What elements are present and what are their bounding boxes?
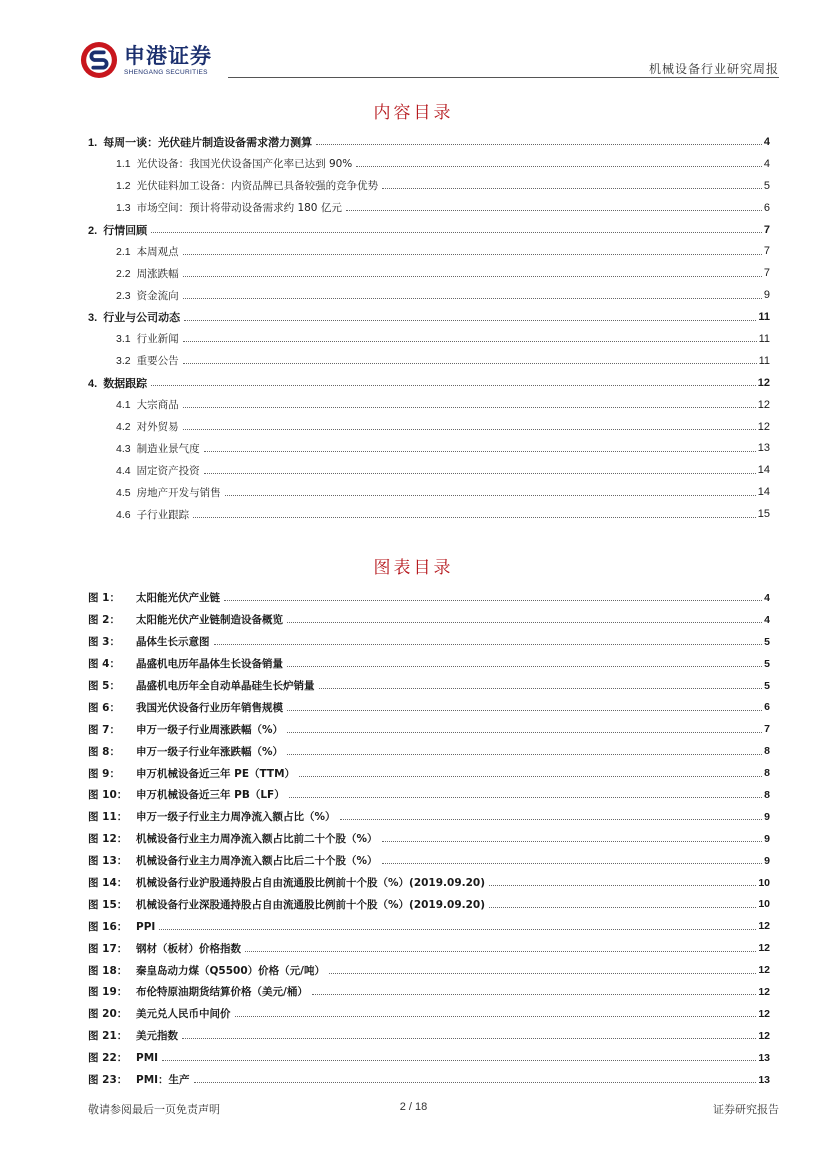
dot-leader	[489, 907, 756, 908]
figure-list-link[interactable]	[88, 784, 770, 806]
figure-entry-number: 图 6：	[88, 701, 120, 714]
toc-subsection-link[interactable]	[88, 175, 770, 197]
figure-entry-text: 申万一级子行业年涨跌幅（%）	[136, 745, 284, 758]
toc-entry-number: 4.4	[116, 464, 131, 477]
toc-entry-number: 4.	[88, 377, 98, 390]
figure-entry-text: 太阳能光伏产业链	[136, 592, 220, 605]
logo-mark-icon	[80, 41, 118, 79]
page-number: 2 / 18	[399, 1101, 428, 1113]
figure-entry-text: 申万一级子行业周涨跌幅（%）	[136, 723, 284, 736]
figure-entry-text: 晶盛机电历年全自动单晶硅生长炉销量	[136, 680, 315, 692]
figure-entry-number: 图 15：	[88, 898, 128, 911]
toc-entry-page: 11	[758, 332, 770, 345]
figure-entry-page: 9	[764, 854, 770, 867]
dot-leader	[287, 732, 762, 733]
figure-entry-page: 13	[758, 1051, 770, 1064]
toc-entry-number: 2.1	[116, 245, 131, 258]
figure-entry-text: PMI：生产	[136, 1074, 190, 1087]
toc-entry-label	[116, 178, 380, 193]
figure-entry-page: 10	[758, 876, 770, 889]
toc-entry-label	[116, 419, 181, 434]
toc-entry-page: 4	[763, 135, 770, 148]
figure-list-link[interactable]	[88, 1025, 770, 1047]
figures-list	[88, 587, 770, 1090]
figure-list-link[interactable]	[88, 959, 770, 981]
figure-entry-label	[88, 897, 487, 912]
figure-entry-label	[88, 875, 487, 890]
figure-entry-label	[88, 612, 285, 627]
figure-list-link[interactable]	[88, 915, 770, 937]
figure-entry-number: 图 17：	[88, 942, 128, 955]
toc-entry-page: 13	[757, 442, 770, 455]
toc-entry-text: 固定资产投资	[136, 464, 200, 477]
figure-entry-page: 9	[764, 810, 770, 823]
toc-subsection-link[interactable]	[88, 437, 770, 459]
dot-leader	[214, 644, 763, 645]
figure-entry-page: 12	[758, 1007, 770, 1020]
toc-entry-number: 1.1	[116, 158, 131, 171]
dot-leader	[312, 994, 756, 995]
toc-entry-text: 制造业景气度	[136, 442, 200, 455]
figure-entry-text: PMI	[136, 1052, 159, 1065]
figure-list-link[interactable]	[88, 1003, 770, 1025]
figure-list-link[interactable]	[88, 609, 770, 631]
toc-entry-label	[116, 441, 202, 456]
figure-entry-text: 晶盛机电历年晶体生长设备销量	[136, 658, 283, 671]
figure-list-link[interactable]	[88, 740, 770, 762]
toc-entry-page: 12	[757, 420, 770, 433]
dot-leader	[224, 600, 762, 601]
toc-subsection-link[interactable]	[88, 197, 770, 219]
toc-entry-page: 14	[757, 464, 770, 477]
toc-subsection-link[interactable]	[88, 153, 770, 175]
toc-entry-number: 2.2	[116, 267, 131, 280]
figure-entry-label	[88, 1006, 233, 1021]
figure-entry-page: 5	[764, 679, 770, 692]
dot-leader	[287, 710, 762, 711]
toc-entry-number: 3.	[88, 312, 98, 325]
toc-section-link[interactable]	[88, 219, 770, 241]
toc-entry-label	[116, 331, 181, 346]
toc-subsection-link[interactable]	[88, 503, 770, 525]
disclaimer-note: 敬请参阅最后一页免责声明	[88, 1103, 220, 1116]
dot-leader	[287, 666, 762, 667]
figure-entry-label	[88, 590, 222, 605]
toc-entry-page: 9	[763, 289, 770, 302]
figure-entry-page: 4	[764, 591, 770, 604]
figure-entry-label	[88, 963, 327, 978]
toc-entry-text: 数据跟踪	[103, 376, 148, 390]
figure-list-link[interactable]	[88, 806, 770, 828]
figure-entry-text: 机械设备行业主力周净流入额占比后二十个股（%）	[136, 855, 378, 868]
dot-leader	[319, 688, 763, 689]
dot-leader	[382, 841, 763, 842]
figure-entry-page: 12	[758, 1029, 770, 1042]
figure-entry-number: 图 11：	[88, 811, 128, 824]
toc-entry-text: 光伏硅料加工设备：内资品牌已具备较强的竞争优势	[136, 180, 379, 193]
figure-entry-number: 图 5：	[88, 680, 120, 692]
dot-leader	[299, 776, 762, 777]
figure-entry-label	[88, 634, 212, 649]
figure-entry-text: 钢材（板材）价格指数	[136, 942, 241, 955]
toc-entry-text: 资金流向	[136, 289, 179, 302]
figure-entry-label	[88, 744, 285, 759]
toc-entry-text: 大宗商品	[136, 399, 179, 412]
toc-entry-label	[88, 375, 149, 391]
figure-list-link[interactable]	[88, 872, 770, 894]
figure-entry-text: 美元指数	[136, 1030, 178, 1043]
toc-entry-label	[116, 200, 344, 215]
figure-entry-page: 12	[758, 985, 770, 998]
toc-entry-page: 4	[763, 157, 770, 170]
logo-english-name: SHENGANG SECURITIES	[124, 68, 208, 76]
dot-leader	[245, 951, 756, 952]
toc-entry-number: 4.3	[116, 442, 131, 455]
dot-leader	[183, 254, 762, 255]
figure-entry-label	[88, 919, 157, 934]
figure-entry-text: 太阳能光伏产业链制造设备概览	[136, 614, 283, 627]
toc-entry-page: 7	[763, 223, 770, 236]
dot-leader	[183, 276, 762, 277]
figure-list-link[interactable]	[88, 762, 770, 784]
figure-entry-label	[88, 656, 285, 671]
toc-entry-number: 4.2	[116, 421, 131, 434]
figure-entry-text: 申万机械设备近三年 PB（LF）	[136, 789, 285, 802]
figure-entry-number: 图 20：	[88, 1008, 128, 1021]
dot-leader	[193, 517, 756, 518]
dot-leader	[183, 298, 762, 299]
toc-entry-label	[88, 309, 182, 325]
figure-list-link[interactable]	[88, 828, 770, 850]
figure-entry-page: 6	[764, 701, 770, 714]
toc-entry-number: 4.1	[116, 399, 131, 412]
figure-entry-number: 图 7：	[88, 723, 120, 736]
contents-list	[88, 131, 770, 525]
figure-list-link[interactable]	[88, 718, 770, 740]
dot-leader	[329, 973, 756, 974]
figure-list-link[interactable]	[88, 631, 770, 653]
figure-entry-page: 8	[764, 788, 770, 801]
figure-entry-page: 10	[758, 898, 770, 911]
figure-entry-page: 7	[764, 723, 770, 736]
figure-entry-label	[88, 941, 243, 956]
toc-entry-text: 对外贸易	[136, 421, 179, 434]
toc-section-link[interactable]	[88, 372, 770, 394]
figure-list-link[interactable]	[88, 696, 770, 718]
toc-entry-page: 12	[757, 398, 770, 411]
figure-entry-number: 图 1：	[88, 592, 120, 605]
toc-entry-number: 1.2	[116, 180, 131, 193]
figure-entry-text: 机械设备行业深股通持股占自由流通股比例前十个股（%）(2019.09.20)	[136, 898, 486, 911]
dot-leader	[316, 144, 762, 145]
figure-entry-number: 图 14：	[88, 877, 128, 890]
figure-entry-page: 4	[764, 613, 770, 626]
toc-title: 内容目录	[373, 103, 454, 123]
toc-subsection-link[interactable]	[88, 459, 770, 481]
figure-entry-label	[88, 831, 380, 846]
figure-entry-number: 图 9：	[88, 767, 120, 780]
figure-entry-text: 我国光伏设备行业历年销售规模	[136, 701, 283, 714]
dot-leader	[194, 1082, 757, 1083]
toc-entry-text: 房地产开发与销售	[136, 486, 221, 499]
figure-entry-label	[88, 809, 338, 824]
figure-entry-text: 美元兑人民币中间价	[136, 1008, 231, 1021]
figure-entry-label	[88, 1072, 192, 1087]
figure-entry-page: 5	[764, 657, 770, 670]
figure-list-link[interactable]	[88, 675, 770, 697]
toc-section-link[interactable]	[88, 131, 770, 153]
toc-entry-label	[88, 222, 149, 238]
figure-entry-text: 机械设备行业沪股通持股占自由流通股比例前十个股（%）(2019.09.20)	[136, 877, 486, 890]
toc-entry-label	[116, 353, 181, 368]
toc-entry-number: 2.3	[116, 289, 131, 302]
figure-list-link[interactable]	[88, 1047, 770, 1069]
toc-entry-page: 7	[763, 267, 770, 280]
toc-entry-page: 11	[758, 354, 770, 367]
toc-entry-page: 15	[757, 508, 770, 521]
figure-list-link[interactable]	[88, 850, 770, 872]
figure-entry-text: 秦皇岛动力煤（Q5500）价格（元/吨）	[136, 964, 325, 977]
toc-subsection-link[interactable]	[88, 240, 770, 262]
toc-section-link[interactable]	[88, 306, 770, 328]
dot-leader	[340, 819, 763, 820]
toc-entry-label	[88, 134, 314, 150]
figure-entry-page: 5	[764, 635, 770, 648]
toc-entry-number: 4.5	[116, 486, 131, 499]
toc-subsection-link[interactable]	[88, 481, 770, 503]
figure-list-link[interactable]	[88, 587, 770, 609]
figure-list-link[interactable]	[88, 981, 770, 1003]
figure-entry-label	[88, 1050, 160, 1065]
dot-leader	[159, 929, 756, 930]
toc-entry-text: 周涨跌幅	[136, 267, 179, 280]
toc-subsection-link[interactable]	[88, 328, 770, 350]
dot-leader	[287, 622, 762, 623]
dot-leader	[184, 320, 756, 321]
figure-entry-number: 图 21：	[88, 1030, 128, 1043]
dot-leader	[346, 210, 762, 211]
figure-entry-number: 图 18：	[88, 964, 128, 977]
report-type: 证券研究报告	[713, 1103, 779, 1116]
toc-subsection-link[interactable]	[88, 284, 770, 306]
dot-leader	[382, 863, 763, 864]
dot-leader	[382, 188, 762, 189]
figure-entry-number: 图 22：	[88, 1052, 128, 1065]
figure-entry-number: 图 4：	[88, 658, 120, 671]
toc-entry-label	[116, 288, 181, 303]
toc-entry-label	[116, 244, 181, 259]
figure-entry-label	[88, 1028, 180, 1043]
figure-entry-text: 布伦特原油期货结算价格（美元/桶）	[136, 986, 308, 999]
toc-entry-text: 市场空间：预计将带动设备需求约 180 亿元	[136, 202, 342, 215]
figure-entry-label	[88, 700, 285, 715]
figure-entry-number: 图 19：	[88, 986, 128, 999]
dot-leader	[151, 232, 762, 233]
toc-entry-text: 本周观点	[136, 245, 179, 258]
dot-leader	[183, 363, 757, 364]
figure-entry-text: 申万一级子行业主力周净流入额占比（%）	[136, 811, 336, 824]
figure-entry-number: 图 13：	[88, 855, 128, 868]
toc-entry-page: 5	[763, 179, 770, 192]
figure-entry-text: PPI	[136, 920, 156, 933]
figure-entry-page: 8	[764, 745, 770, 758]
toc-entry-text: 行业新闻	[136, 333, 179, 346]
dot-leader	[204, 451, 756, 452]
toc-subsection-link[interactable]	[88, 262, 770, 284]
toc-entry-label	[116, 156, 354, 171]
toc-entry-text: 行业与公司动态	[103, 311, 181, 325]
figure-entry-label	[88, 984, 310, 999]
figure-entry-number: 图 10：	[88, 789, 128, 802]
toc-entry-page: 7	[763, 245, 770, 258]
header-divider	[228, 77, 779, 78]
toc-entry-label	[116, 397, 181, 412]
figure-entry-page: 9	[764, 832, 770, 845]
figure-entry-page: 12	[758, 942, 770, 955]
figure-list-link[interactable]	[88, 893, 770, 915]
toc-entry-text: 子行业跟踪	[136, 508, 190, 521]
toc-entry-number: 3.2	[116, 355, 131, 368]
toc-entry-label	[116, 485, 223, 500]
toc-entry-page: 11	[758, 311, 770, 324]
figure-list-link[interactable]	[88, 937, 770, 959]
dot-leader	[151, 385, 756, 386]
toc-subsection-link[interactable]	[88, 350, 770, 372]
figure-entry-page: 8	[764, 767, 770, 780]
toc-entry-page: 6	[763, 201, 770, 214]
dot-leader	[183, 407, 756, 408]
figure-entry-text: 申万机械设备近三年 PE（TTM）	[136, 767, 296, 780]
logo-chinese-name: 申港证券	[124, 43, 212, 68]
figure-entry-page: 13	[758, 1073, 770, 1086]
toc-entry-number: 4.6	[116, 508, 131, 521]
figure-entry-number: 图 8：	[88, 745, 120, 758]
figure-entry-page: 12	[758, 964, 770, 977]
dot-leader	[183, 429, 756, 430]
toc-entry-text: 每周一谈：光伏硅片制造设备需求潜力测算	[103, 135, 313, 149]
company-logo	[80, 40, 212, 80]
toc-entry-text: 行情回顾	[103, 223, 148, 237]
figure-entry-number: 图 12：	[88, 833, 128, 846]
toc-entry-text: 光伏设备：我国光伏设备国产化率已达到 90%	[136, 158, 353, 171]
toc-entry-number: 1.	[88, 136, 98, 149]
toc-entry-number: 3.1	[116, 333, 131, 346]
figure-entry-label	[88, 787, 287, 802]
figure-entry-text: 晶体生长示意图	[136, 636, 210, 649]
report-title: 机械设备行业研究周报	[648, 62, 779, 76]
figure-list-link[interactable]	[88, 1069, 770, 1091]
dot-leader	[162, 1060, 756, 1061]
toc-entry-page: 12	[757, 376, 770, 389]
toc-entry-number: 1.3	[116, 202, 131, 215]
toc-entry-number: 2.	[88, 224, 98, 237]
dot-leader	[183, 341, 757, 342]
figure-list-link[interactable]	[88, 653, 770, 675]
figure-entry-number: 图 23：	[88, 1074, 128, 1087]
toc-entry-label	[116, 463, 202, 478]
toc-entry-label	[116, 507, 191, 522]
dot-leader	[489, 885, 756, 886]
figure-entry-number: 图 16：	[88, 920, 128, 933]
dot-leader	[225, 495, 756, 496]
figures-title: 图表目录	[373, 558, 454, 578]
figure-entry-page: 12	[758, 920, 770, 933]
dot-leader	[289, 797, 762, 798]
figure-entry-number: 图 2：	[88, 614, 120, 627]
dot-leader	[287, 754, 762, 755]
dot-leader	[356, 166, 762, 167]
dot-leader	[204, 473, 756, 474]
figure-entry-label	[88, 766, 297, 781]
toc-subsection-link[interactable]	[88, 394, 770, 416]
dot-leader	[235, 1016, 757, 1017]
figure-entry-label	[88, 678, 317, 693]
toc-entry-text: 重要公告	[136, 355, 179, 368]
toc-entry-page: 14	[757, 486, 770, 499]
dot-leader	[182, 1038, 756, 1039]
figure-entry-text: 机械设备行业主力周净流入额占比前二十个股（%）	[136, 833, 378, 846]
toc-entry-label	[116, 266, 181, 281]
figure-entry-label	[88, 853, 380, 868]
toc-subsection-link[interactable]	[88, 416, 770, 438]
figure-entry-label	[88, 722, 285, 737]
figure-entry-number: 图 3：	[88, 636, 120, 649]
